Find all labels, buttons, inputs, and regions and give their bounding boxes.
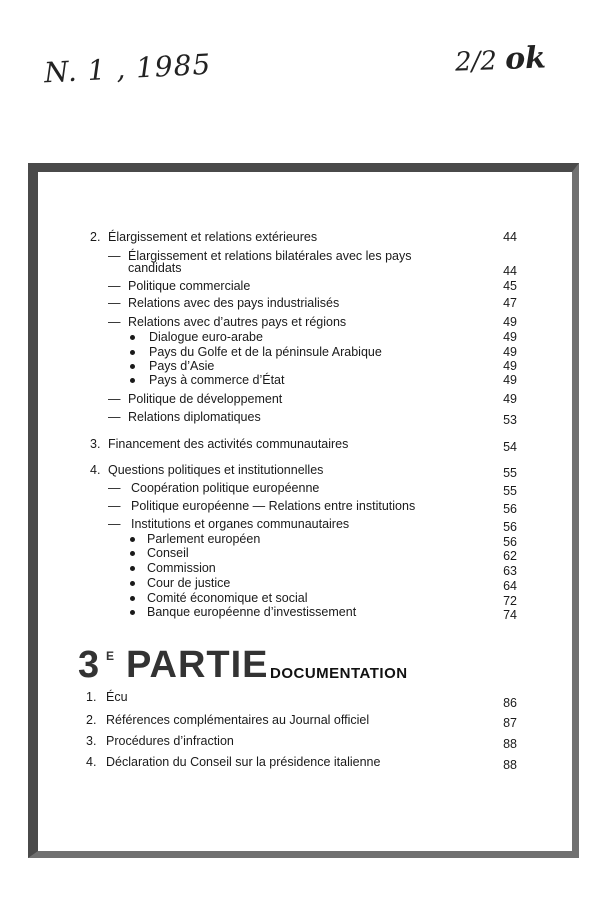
toc-entry[interactable] bbox=[0, 314, 551, 330]
toc-entry-page: 88 bbox=[503, 758, 517, 772]
toc-entry-dash: — bbox=[108, 410, 121, 424]
toc-entry-title: Commission bbox=[147, 561, 216, 575]
bullet-icon bbox=[130, 364, 135, 369]
toc-entry[interactable] bbox=[0, 516, 551, 532]
toc-entry-page: 64 bbox=[503, 579, 517, 593]
toc-entry[interactable] bbox=[0, 604, 551, 620]
bullet-icon bbox=[130, 566, 135, 571]
toc-entry-page: 62 bbox=[503, 549, 517, 563]
toc-entry-title: Cour de justice bbox=[147, 576, 231, 590]
toc-entry-page: 54 bbox=[503, 440, 517, 454]
bullet-icon bbox=[130, 378, 135, 383]
part-number-superscript: E bbox=[106, 649, 115, 663]
toc-entry-title: Politique de développement bbox=[128, 392, 283, 406]
toc-entry-page: 47 bbox=[503, 296, 517, 310]
toc-entry-title: Relations avec des pays industrialisés bbox=[128, 296, 340, 310]
toc-entry-page: 56 bbox=[503, 535, 517, 549]
toc-entry-page: 56 bbox=[503, 520, 517, 534]
bullet-icon bbox=[130, 596, 135, 601]
toc-entry-page: 49 bbox=[503, 373, 517, 387]
handwritten-ok-mark: ok bbox=[504, 40, 547, 77]
toc-entry-page: 55 bbox=[503, 466, 517, 480]
toc-entry-number: 2. bbox=[90, 230, 101, 244]
toc-entry-title: Financement des activités communautaires bbox=[108, 437, 349, 451]
part-word: PARTIE bbox=[126, 644, 269, 686]
toc-entry-page: 49 bbox=[503, 359, 517, 373]
toc-entry-dash: — bbox=[108, 517, 121, 531]
toc-entry-title: Comité économique et social bbox=[147, 591, 308, 605]
toc-entry-title: Déclaration du Conseil sur la présidence italienne bbox=[106, 755, 381, 769]
toc-entry-number: 4. bbox=[86, 755, 97, 769]
bullet-icon bbox=[130, 350, 135, 355]
toc-entry[interactable] bbox=[0, 480, 551, 496]
handwritten-reference: N. 1 , 1985 bbox=[43, 47, 213, 90]
toc-entry-number: 3. bbox=[86, 734, 97, 748]
toc-entry[interactable] bbox=[0, 560, 551, 576]
toc-entry-number: 1. bbox=[86, 690, 97, 704]
toc-entry[interactable] bbox=[0, 575, 551, 591]
toc-entry-title: Pays à commerce d’État bbox=[149, 373, 285, 387]
toc-entry-page: 72 bbox=[503, 594, 517, 608]
toc-entry-title: Questions politiques et institutionnelles bbox=[108, 463, 324, 477]
toc-entry[interactable] bbox=[0, 754, 551, 770]
toc-entry[interactable] bbox=[0, 391, 551, 407]
toc-entry[interactable] bbox=[0, 409, 551, 425]
toc-entry[interactable] bbox=[0, 462, 551, 478]
toc-entry[interactable] bbox=[0, 372, 551, 388]
toc-entry-page: 88 bbox=[503, 737, 517, 751]
toc-entry[interactable] bbox=[0, 689, 551, 710]
toc-entry-dash: — bbox=[108, 315, 121, 329]
toc-entry-title: Élargissement et relations extérieures bbox=[108, 230, 318, 244]
toc-entry-page: 63 bbox=[503, 564, 517, 578]
toc-entry-title: Pays d’Asie bbox=[149, 359, 215, 373]
part-number: 3 bbox=[78, 644, 100, 686]
toc-entry-title: Écu bbox=[106, 690, 128, 704]
bullet-icon bbox=[130, 537, 135, 542]
toc-entry[interactable] bbox=[0, 436, 551, 452]
toc-entry[interactable] bbox=[0, 229, 551, 245]
toc-entry-title: Relations avec d’autres pays et régions bbox=[128, 315, 347, 329]
toc-entry-page: 86 bbox=[503, 696, 517, 710]
toc-entry-page: 49 bbox=[503, 330, 517, 344]
part-title: DOCUMENTATION bbox=[270, 665, 408, 682]
toc-entry-title: Parlement européen bbox=[147, 532, 261, 546]
toc-entry[interactable] bbox=[0, 295, 551, 311]
toc-entry[interactable] bbox=[0, 733, 551, 749]
toc-entry-title: Élargissement et relations bilatérales avec les pays bbox=[128, 249, 412, 263]
toc-entry-page: 87 bbox=[503, 716, 517, 730]
toc-entry-dash: — bbox=[108, 249, 121, 263]
toc-entry-page: 49 bbox=[503, 345, 517, 359]
bullet-icon bbox=[130, 610, 135, 615]
bullet-icon bbox=[130, 551, 135, 556]
toc-entry-title: Banque européenne d’investissement bbox=[147, 605, 357, 619]
toc-entry-page: 55 bbox=[503, 484, 517, 498]
toc-entry-continuation[interactable] bbox=[0, 260, 551, 276]
toc-entry-page: 44 bbox=[503, 230, 517, 244]
toc-entry-title: Références complémentaires au Journal officiel bbox=[106, 713, 370, 727]
toc-entry-title: Politique commerciale bbox=[128, 279, 251, 293]
toc-entry-title: Procédures d’infraction bbox=[106, 734, 234, 748]
toc-entry-page: 49 bbox=[503, 315, 517, 329]
toc-entry-title: candidats bbox=[128, 261, 182, 275]
handwritten-page-count: 2/2 bbox=[454, 46, 498, 78]
toc-entry-title: Relations diplomatiques bbox=[128, 410, 261, 424]
toc-entry-title: Dialogue euro-arabe bbox=[149, 330, 263, 344]
toc-entry-dash: — bbox=[108, 392, 121, 406]
toc-entry-title: Pays du Golfe et de la péninsule Arabique bbox=[149, 345, 382, 359]
bullet-icon bbox=[130, 335, 135, 340]
toc-entry-page: 56 bbox=[503, 502, 517, 516]
toc-entry-page: 49 bbox=[503, 392, 517, 406]
toc-entry-number: 4. bbox=[90, 463, 101, 477]
toc-entry-title: Institutions et organes communautaires bbox=[131, 517, 350, 531]
toc-entry-dash: — bbox=[108, 481, 121, 495]
toc-entry-page: 74 bbox=[503, 608, 517, 622]
toc-entry-number: 3. bbox=[90, 437, 101, 451]
toc-entry[interactable] bbox=[0, 278, 551, 294]
toc-entry-title: Politique européenne — Relations entre institutions bbox=[131, 499, 416, 513]
toc-entry-dash: — bbox=[108, 296, 121, 310]
toc-entry[interactable] bbox=[0, 498, 551, 514]
toc-entry[interactable] bbox=[0, 712, 551, 728]
toc-entry-number: 2. bbox=[86, 713, 97, 727]
toc-entry[interactable] bbox=[0, 329, 551, 345]
toc-entry-title: Conseil bbox=[147, 546, 189, 560]
handwritten-page-mark bbox=[454, 40, 546, 78]
toc-entry-dash: — bbox=[108, 279, 121, 293]
toc-entry-title: Coopération politique européenne bbox=[131, 481, 320, 495]
toc-entry-page: 53 bbox=[503, 413, 517, 427]
bullet-icon bbox=[130, 581, 135, 586]
toc-entry-page: 44 bbox=[503, 264, 517, 278]
toc-entry-page: 45 bbox=[503, 279, 517, 293]
toc-entry-dash: — bbox=[108, 499, 121, 513]
toc-entry[interactable] bbox=[0, 545, 551, 561]
